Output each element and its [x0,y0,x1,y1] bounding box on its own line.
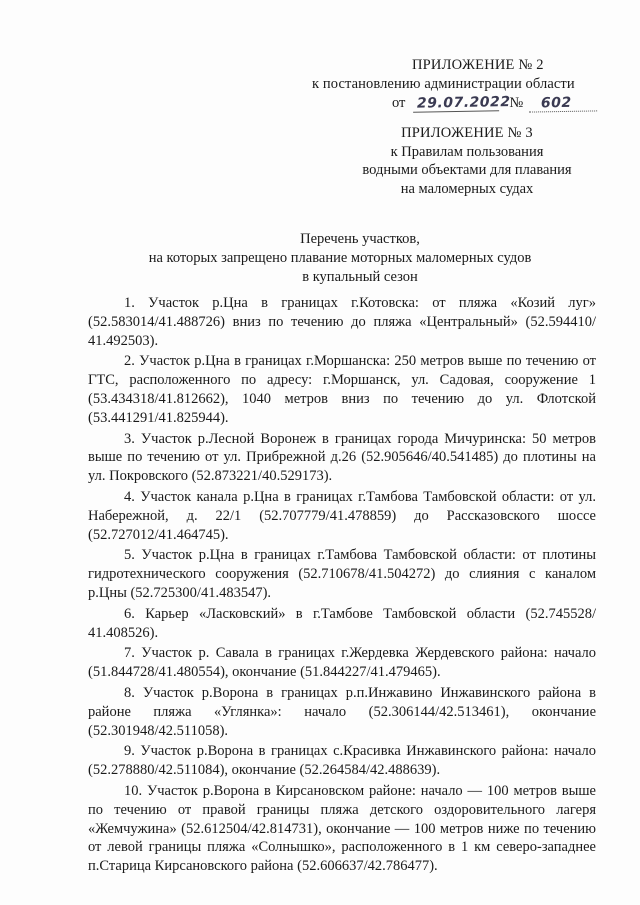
appendix-3-header [300,124,610,198]
title-line-2: на которых запрещено плавание моторных маломерных судов [148,250,532,266]
appendix-2-date-line [300,94,610,113]
number-sign: № [509,95,524,111]
date-prefix: от [392,95,406,111]
list-item: 10. Участок р.Ворона в Кирсановском районе: начало — 100 метров выше по течению от правой границы пляжа детского оздоровительного лагеря «Жемчужина» (52.612504/42.814731), окончание — 100 метров ниже по течению от левой границы пляжа «Солнышко», расположенного в 1 км северо-западнее п.Старица Кирсановского района (52.606637/42.786477). [88,782,596,875]
list-item: 4. Участок канала р.Цна в границах г.Тамбова Тамбовской области: от ул. Набережной, д. 22/1 (52.707779/41.478859) до Рассказовского шоссе (52.727012/41.464745). [88,488,596,543]
appendix-3-line-2: водными объектами для плавания [362,162,572,178]
handwritten-date: 29.07.2022 [413,95,499,112]
list-item: 1. Участок р.Цна в границах г.Котовска: от пляжа «Козий луг» (52.583014/41.488726) вниз по течению до пляжа «Центральный» (52.594410/ 41.492503). [88,295,596,349]
list-item: 3. Участок р.Лесной Воронеж в границах города Мичуринска: 50 метров выше по течению от ул. Прибрежной д.26 (52.905646/40.541485) до плотины на ул. Покровского (52.873221/40.529173). [88,430,596,485]
list-item: 8. Участок р.Ворона в границах р.п.Инжавино Инжавинского района в районе пляжа «Углянка»: начало (52.306144/42.513461), окончание (52.301948/42.511058). [88,684,596,739]
appendix-3-line-1: к Правилам пользования [390,143,544,160]
handwritten-number: 602 [529,95,597,112]
list-item: 9. Участок р.Ворона в границах с.Красивка Инжавинского района: начало (52.278880/42.511084), окончание (52.264584/42.488639). [88,743,596,779]
appendix-3-title: ПРИЛОЖЕНИЕ № 3 [401,125,533,141]
title-line-3: в купальный сезон [302,269,418,285]
document-title [60,230,620,287]
list-item: 7. Участок р. Савала в границах г.Жердевка Жердевского района: начало (51.844728/41.480554), окончание (51.844227/41.479465). [88,645,596,681]
sections-list [88,294,596,878]
appendix-2-subtitle: к постановлению администрации области [312,76,575,92]
list-item: 5. Участок р.Цна в границах г.Тамбова Тамбовской области: от плотины гидротехнического сооружения (52.710678/41.504272) до слияния с каналом р.Цны (52.725300/41.483547). [88,547,596,601]
list-item: 6. Карьер «Ласковский» в г.Тамбове Тамбовской области (52.745528/ 41.408526). [88,605,596,641]
appendix-2-header [300,56,610,113]
title-line-1: Перечень участков, [300,231,420,247]
appendix-2-title: ПРИЛОЖЕНИЕ № 2 [412,57,544,73]
list-item: 2. Участок р.Цна в границах г.Моршанска: 250 метров выше по течению от ГТС, расположенного по адресу: г.Моршанск, ул. Садовая, сооружение 1 (53.434318/41.812662), 1040 метров вниз по течению до ул. Флотской (53.441291/41.825944). [88,353,596,426]
appendix-3-line-3: на маломерных судах [400,180,534,197]
